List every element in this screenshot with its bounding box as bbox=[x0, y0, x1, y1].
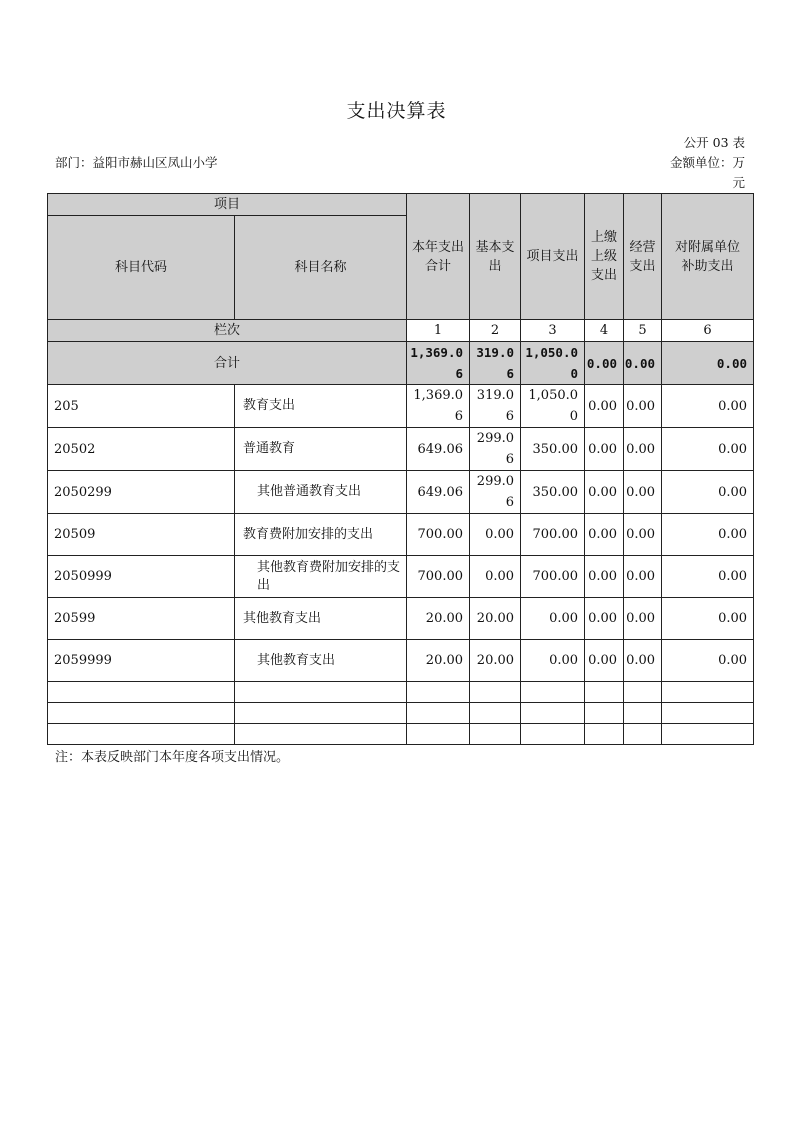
cell-value: 0.00 bbox=[585, 342, 624, 385]
col-index: 6 bbox=[662, 320, 754, 342]
subject-name: 其他普通教育支出 bbox=[235, 471, 407, 514]
cell-value: 649.06 bbox=[407, 471, 470, 514]
table-row bbox=[48, 598, 754, 640]
empty-row bbox=[48, 703, 754, 724]
cell-value: 350.00 bbox=[521, 428, 585, 471]
table-row bbox=[48, 514, 754, 556]
cell-value: 1,369.06 bbox=[407, 385, 470, 428]
cell-value: 319.06 bbox=[470, 342, 521, 385]
cell-value: 0.00 bbox=[470, 556, 521, 598]
cell-value: 0.00 bbox=[585, 640, 624, 682]
subject-name: 其他教育支出 bbox=[235, 640, 407, 682]
col-index: 1 bbox=[407, 320, 470, 342]
header-subject-code: 科目代码 bbox=[48, 216, 235, 320]
cell-value: 0.00 bbox=[624, 385, 662, 428]
cell-value: 0.00 bbox=[662, 598, 754, 640]
col-index: 2 bbox=[470, 320, 521, 342]
table-row bbox=[48, 385, 754, 428]
form-code: 公开 03 表 bbox=[683, 135, 745, 150]
cell-value: 700.00 bbox=[407, 556, 470, 598]
cell-value: 0.00 bbox=[624, 428, 662, 471]
cell-value: 700.00 bbox=[521, 514, 585, 556]
cell-value: 649.06 bbox=[407, 428, 470, 471]
table-note: 注：本表反映部门本年度各项支出情况。 bbox=[55, 750, 290, 765]
empty-row bbox=[48, 724, 754, 745]
cell-value: 0.00 bbox=[585, 556, 624, 598]
cell-value: 0.00 bbox=[624, 342, 662, 385]
cell-value: 20.00 bbox=[470, 640, 521, 682]
cell-value: 0.00 bbox=[624, 514, 662, 556]
cell-value: 0.00 bbox=[521, 640, 585, 682]
subject-code: 20502 bbox=[48, 428, 235, 471]
subject-code: 2059999 bbox=[48, 640, 235, 682]
subject-name: 其他教育支出 bbox=[235, 598, 407, 640]
col-index: 4 bbox=[585, 320, 624, 342]
cell-value: 0.00 bbox=[662, 556, 754, 598]
cell-value: 0.00 bbox=[662, 471, 754, 514]
subject-name: 教育支出 bbox=[235, 385, 407, 428]
cell-value: 0.00 bbox=[662, 640, 754, 682]
cell-value: 0.00 bbox=[662, 385, 754, 428]
cell-value: 20.00 bbox=[470, 598, 521, 640]
cell-value: 0.00 bbox=[624, 556, 662, 598]
cell-value: 0.00 bbox=[585, 428, 624, 471]
cell-value: 0.00 bbox=[662, 342, 754, 385]
cell-value: 319.06 bbox=[470, 385, 521, 428]
cell-value: 0.00 bbox=[624, 640, 662, 682]
table-row bbox=[48, 471, 754, 514]
header-total-expenditure: 本年支出合计 bbox=[407, 194, 470, 320]
header-project-expenditure: 项目支出 bbox=[521, 194, 585, 320]
header-project: 项目 bbox=[48, 194, 407, 216]
subject-code: 20509 bbox=[48, 514, 235, 556]
cell-value: 299.06 bbox=[470, 428, 521, 471]
cell-value: 0.00 bbox=[521, 598, 585, 640]
subject-code: 2050299 bbox=[48, 471, 235, 514]
cell-value: 0.00 bbox=[624, 598, 662, 640]
empty-row bbox=[48, 682, 754, 703]
cell-value: 0.00 bbox=[624, 471, 662, 514]
unit-label: 金额单位：万元 bbox=[669, 155, 745, 190]
cell-value: 350.00 bbox=[521, 471, 585, 514]
subject-name: 其他教育费附加安排的支出 bbox=[235, 556, 407, 598]
header-row-index: 栏次 bbox=[48, 320, 407, 342]
cell-value: 0.00 bbox=[662, 514, 754, 556]
header-operating-expenditure: 经营支出 bbox=[624, 194, 662, 320]
total-label: 合计 bbox=[48, 342, 407, 385]
header-basic-expenditure: 基本支出 bbox=[470, 194, 521, 320]
page-title: 支出决算表 bbox=[346, 100, 447, 122]
table-row bbox=[48, 428, 754, 471]
cell-value: 700.00 bbox=[407, 514, 470, 556]
cell-value: 700.00 bbox=[521, 556, 585, 598]
header-remit-superior: 上缴上级支出 bbox=[585, 194, 624, 320]
cell-value: 0.00 bbox=[585, 471, 624, 514]
cell-value: 1,050.00 bbox=[521, 385, 585, 428]
subject-code: 205 bbox=[48, 385, 235, 428]
table-row bbox=[48, 556, 754, 598]
total-row bbox=[48, 342, 754, 385]
cell-value: 0.00 bbox=[585, 598, 624, 640]
table-row bbox=[48, 640, 754, 682]
col-index: 5 bbox=[624, 320, 662, 342]
cell-value: 0.00 bbox=[662, 428, 754, 471]
subject-code: 20599 bbox=[48, 598, 235, 640]
header-subsidy-subsidiaries: 对附属单位补助支出 bbox=[662, 194, 754, 320]
cell-value: 1,369.06 bbox=[407, 342, 470, 385]
department-label: 部门：益阳市赫山区凤山小学 bbox=[55, 155, 218, 170]
cell-value: 0.00 bbox=[585, 514, 624, 556]
subject-name: 普通教育 bbox=[235, 428, 407, 471]
header-subject-name: 科目名称 bbox=[235, 216, 407, 320]
subject-name: 教育费附加安排的支出 bbox=[235, 514, 407, 556]
cell-value: 299.06 bbox=[470, 471, 521, 514]
cell-value: 0.00 bbox=[470, 514, 521, 556]
cell-value: 1,050.00 bbox=[521, 342, 585, 385]
cell-value: 0.00 bbox=[585, 385, 624, 428]
col-index: 3 bbox=[521, 320, 585, 342]
expenditure-table bbox=[47, 193, 754, 745]
cell-value: 20.00 bbox=[407, 640, 470, 682]
subject-code: 2050999 bbox=[48, 556, 235, 598]
cell-value: 20.00 bbox=[407, 598, 470, 640]
